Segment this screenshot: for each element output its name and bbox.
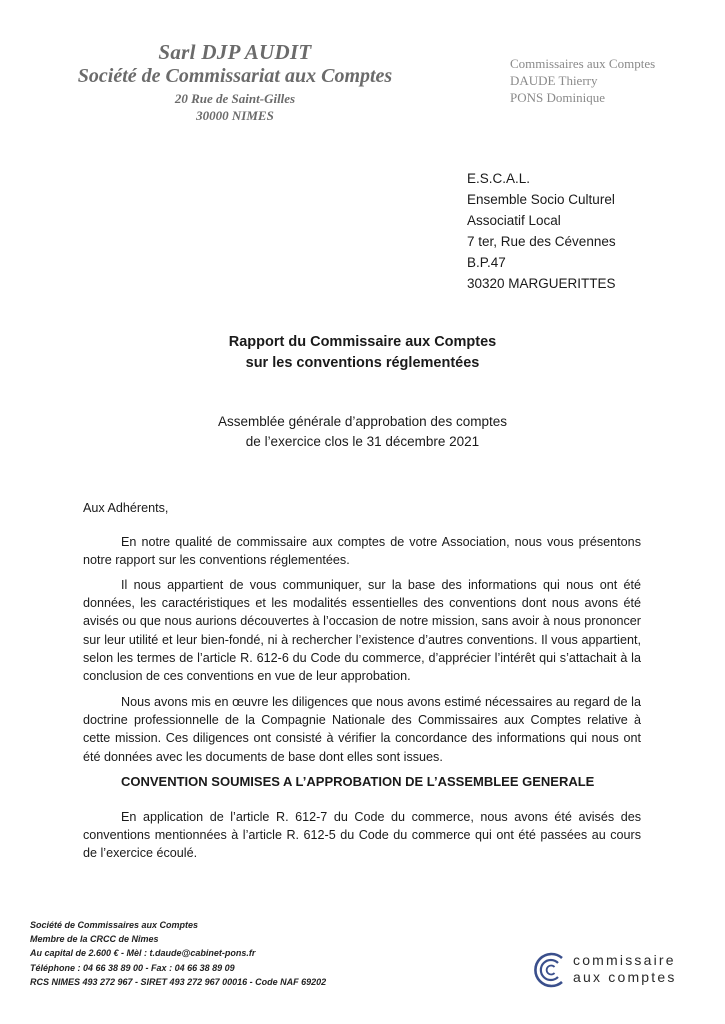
report-title (0, 332, 725, 374)
firm-city: 30000 NIMES (196, 108, 274, 123)
title-line: Rapport du Commissaire aux Comptes (228, 334, 497, 350)
footer-line: RCS NIMES 493 272 967 - SIRET 493 272 967 00016 - Code NAF 69202 (30, 976, 327, 987)
paragraph (83, 576, 641, 685)
address-line: Associatif Local (467, 213, 561, 228)
paragraph-text: Nous avons mis en œuvre les diligences que nous avons estimé nécessaires au regard de la doctrine professionnelle de la Compagnie Nationale des Commissaires aux Comptes relative à cette mission. Ces diligences ont consisté à vérifier la concordance des informations qui nous ont été données avec les documents de base dont elles sont issues. (83, 695, 641, 764)
cac-logo-icon (530, 950, 570, 990)
footer-line: Société de Commissaires aux Comptes (30, 920, 199, 930)
subtitle-line: de l’exercice clos le 31 décembre 2021 (245, 434, 480, 449)
auditor-name: DAUDE Thierry (510, 73, 598, 88)
auditor-name: PONS Dominique (510, 90, 605, 105)
auditors-title: Commissaires aux Comptes (510, 56, 656, 71)
report-subtitle (0, 412, 725, 452)
address-line: Ensemble Socio Culturel (467, 192, 615, 207)
title-line: sur les conventions réglementées (245, 355, 480, 371)
logo-text: commissaire (573, 952, 676, 968)
greeting: Aux Adhérents, (83, 501, 169, 515)
paragraph (83, 808, 641, 863)
firm-street: 20 Rue de Saint-Gilles (174, 91, 296, 106)
logo-text: aux comptes (573, 969, 677, 985)
footer-line: Au capital de 2.600 € - Mèl : t.daude@cabinet-pons.fr (30, 948, 256, 959)
address-line: 7 ter, Rue des Cévennes (467, 234, 616, 249)
paragraph-text: Il nous appartient de vous communiquer, sur la base des informations qui nous ont été données, les caractéristiques et les modalités essentielles des conventions dont nous avons été avisés ou que nous aurions découvertes à l’occasion de notre mission, sans avoir à nous prononcer sur leur utilité et leur bien-fondé, ni à rechercher l’existence d’autres conventions. Il vous appartient, selon les termes de l’article R. 612-6 du Code du commerce, d’apprécier l’intérêt qui s’attachait à la conclusion de ces conventions en vue de leur approbation. (83, 578, 641, 684)
address-line: B.P.47 (467, 255, 506, 270)
address-line: E.S.C.A.L. (467, 171, 531, 186)
footer-line: Membre de la CRCC de Nîmes (30, 934, 159, 945)
paragraph-text: En application de l’article R. 612-7 du Code du commerce, nous avons été avisés des conventions mentionnées à l’article R. 612-5 du Code du commerce qui ont été passées au cours de l’exercice écoulé. (83, 810, 641, 861)
auditors-block (510, 55, 655, 106)
firm-description: Société de Commissariat aux Comptes (77, 65, 393, 87)
firm-letterhead (40, 40, 430, 124)
paragraph (83, 533, 641, 569)
subtitle-line: Assemblée générale d’approbation des comptes (218, 414, 507, 429)
paragraph-text: En notre qualité de commissaire aux comptes de votre Association, nous vous présentons notre rapport sur les conventions réglementées. (83, 535, 641, 568)
address-line: 30320 MARGUERITTES (467, 276, 616, 291)
section-heading: CONVENTION SOUMISES A L’APPROBATION DE L’ASSEMBLEE GENERALE (121, 774, 595, 789)
firm-name: Sarl DJP AUDIT (158, 40, 312, 64)
paragraph (83, 693, 641, 766)
footer-info (30, 918, 326, 989)
footer-line: Téléphone : 04 66 38 89 00 - Fax : 04 66 38 89 09 (30, 962, 235, 973)
recipient-address (467, 168, 616, 294)
cac-logo (530, 950, 700, 990)
